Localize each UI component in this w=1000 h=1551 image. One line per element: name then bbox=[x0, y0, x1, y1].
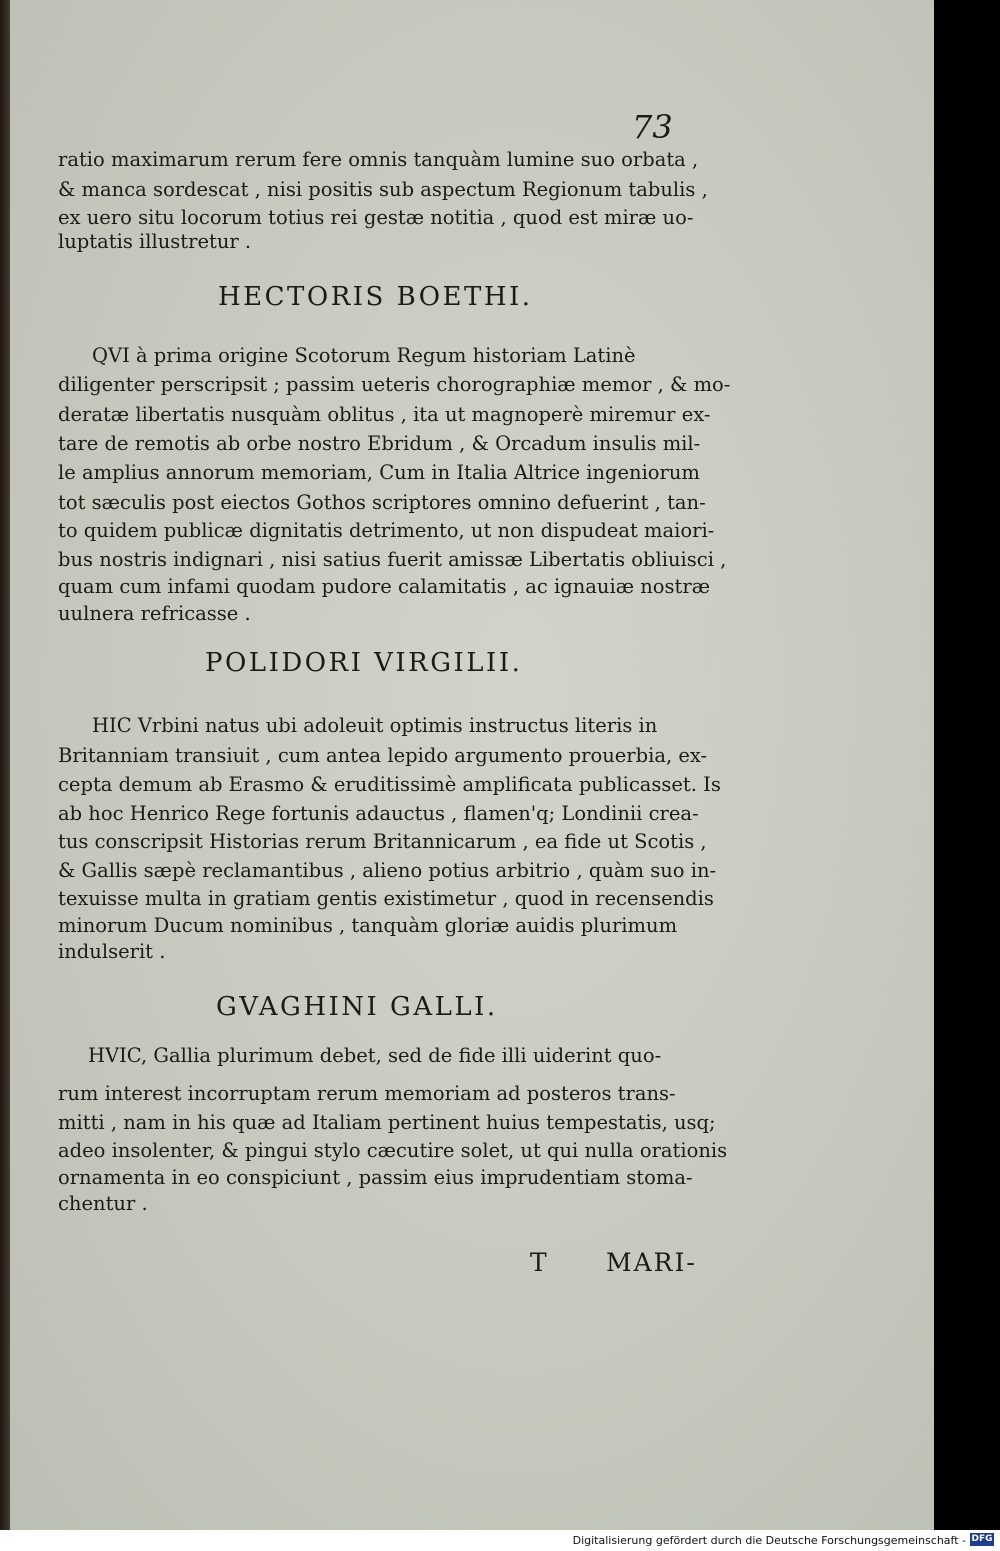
section-line: bus nostris indignari , nisi satius fuerit amissæ Libertatis obliuisci , bbox=[58, 548, 727, 571]
section-line: HVIC, Gallia plurimum debet, sed de fide illi uiderint quo- bbox=[88, 1044, 662, 1067]
section-line: deratæ libertatis nusquàm oblitus , ita ut magnoperè miremur ex- bbox=[58, 403, 711, 426]
section-line: tare de remotis ab orbe nostro Ebridum , & Orcadum insulis mil- bbox=[58, 432, 701, 455]
section-heading: POLIDORI VIRGILII. bbox=[205, 648, 523, 678]
section-line: ab hoc Henrico Rege fortunis adauctus , flamen'q; Londinii crea- bbox=[58, 802, 699, 825]
section-line: minorum Ducum nominibus , tanquàm gloriæ auidis plurimum bbox=[58, 914, 678, 937]
section-line: indulserit . bbox=[58, 940, 166, 963]
section-heading: GVAGHINI GALLI. bbox=[216, 992, 498, 1022]
section-line: rum interest incorruptam rerum memoriam ad posteros trans- bbox=[58, 1082, 676, 1105]
section-line: adeo insolenter, & pingui stylo cæcutire solet, ut qui nulla orationis bbox=[58, 1139, 728, 1162]
section-line: cepta demum ab Erasmo & eruditissimè amplificata publicasset. Is bbox=[58, 773, 721, 796]
section-line: texuisse multa in gratiam gentis existimetur , quod in recensendis bbox=[58, 887, 714, 910]
section-line: Britanniam transiuit , cum antea lepido argumento prouerbia, ex- bbox=[58, 744, 708, 767]
intro-line: & manca sordescat , nisi positis sub aspectum Regionum tabulis , bbox=[58, 178, 708, 201]
intro-line: ratio maximarum rerum fere omnis tanquàm lumine suo orbata , bbox=[58, 148, 699, 171]
catchword: MARI- bbox=[606, 1248, 697, 1277]
intro-line: luptatis illustretur . bbox=[58, 230, 252, 253]
page-number: 73 bbox=[632, 108, 673, 146]
section-line: & Gallis sæpè reclamantibus , alieno potius arbitrio , quàm suo in- bbox=[58, 859, 717, 882]
section-line: quam cum infami quodam pudore calamitatis , ac ignauiæ nostræ bbox=[58, 575, 711, 598]
footer-credit: Digitalisierung gefördert durch die Deutsche Forschungsgemeinschaft - bbox=[572, 1534, 966, 1547]
section-line: diligenter perscripsit ; passim ueteris chorographiæ memor , & mo- bbox=[58, 373, 731, 396]
section-line: QVI à prima origine Scotorum Regum historiam Latinè bbox=[92, 344, 636, 367]
section-line: mitti , nam in his quæ ad Italiam pertinent huius tempestatis, usq; bbox=[58, 1111, 716, 1134]
section-line: ornamenta in eo conspiciunt , passim eius imprudentiam stoma- bbox=[58, 1166, 693, 1189]
section-line: to quidem publicæ dignitatis detrimento, ut non dispudeat maiori- bbox=[58, 519, 715, 542]
signature-mark: T bbox=[530, 1248, 549, 1277]
section-line: tot sæculis post eiectos Gothos scriptores omnino defuerint , tan- bbox=[58, 491, 706, 514]
section-line: le amplius annorum memoriam, Cum in Italia Altrice ingeniorum bbox=[58, 461, 700, 484]
section-line: chentur . bbox=[58, 1192, 148, 1215]
section-line: HIC Vrbini natus ubi adoleuit optimis instructus literis in bbox=[92, 714, 658, 737]
intro-line: ex uero situ locorum totius rei gestæ notitia , quod est miræ uo- bbox=[58, 206, 694, 229]
section-line: uulnera refricasse . bbox=[58, 602, 251, 625]
dfg-logo: DFG bbox=[971, 1534, 993, 1544]
section-line: tus conscripsit Historias rerum Britannicarum , ea fide ut Scotis , bbox=[58, 830, 707, 853]
section-heading: HECTORIS BOETHI. bbox=[218, 282, 533, 312]
